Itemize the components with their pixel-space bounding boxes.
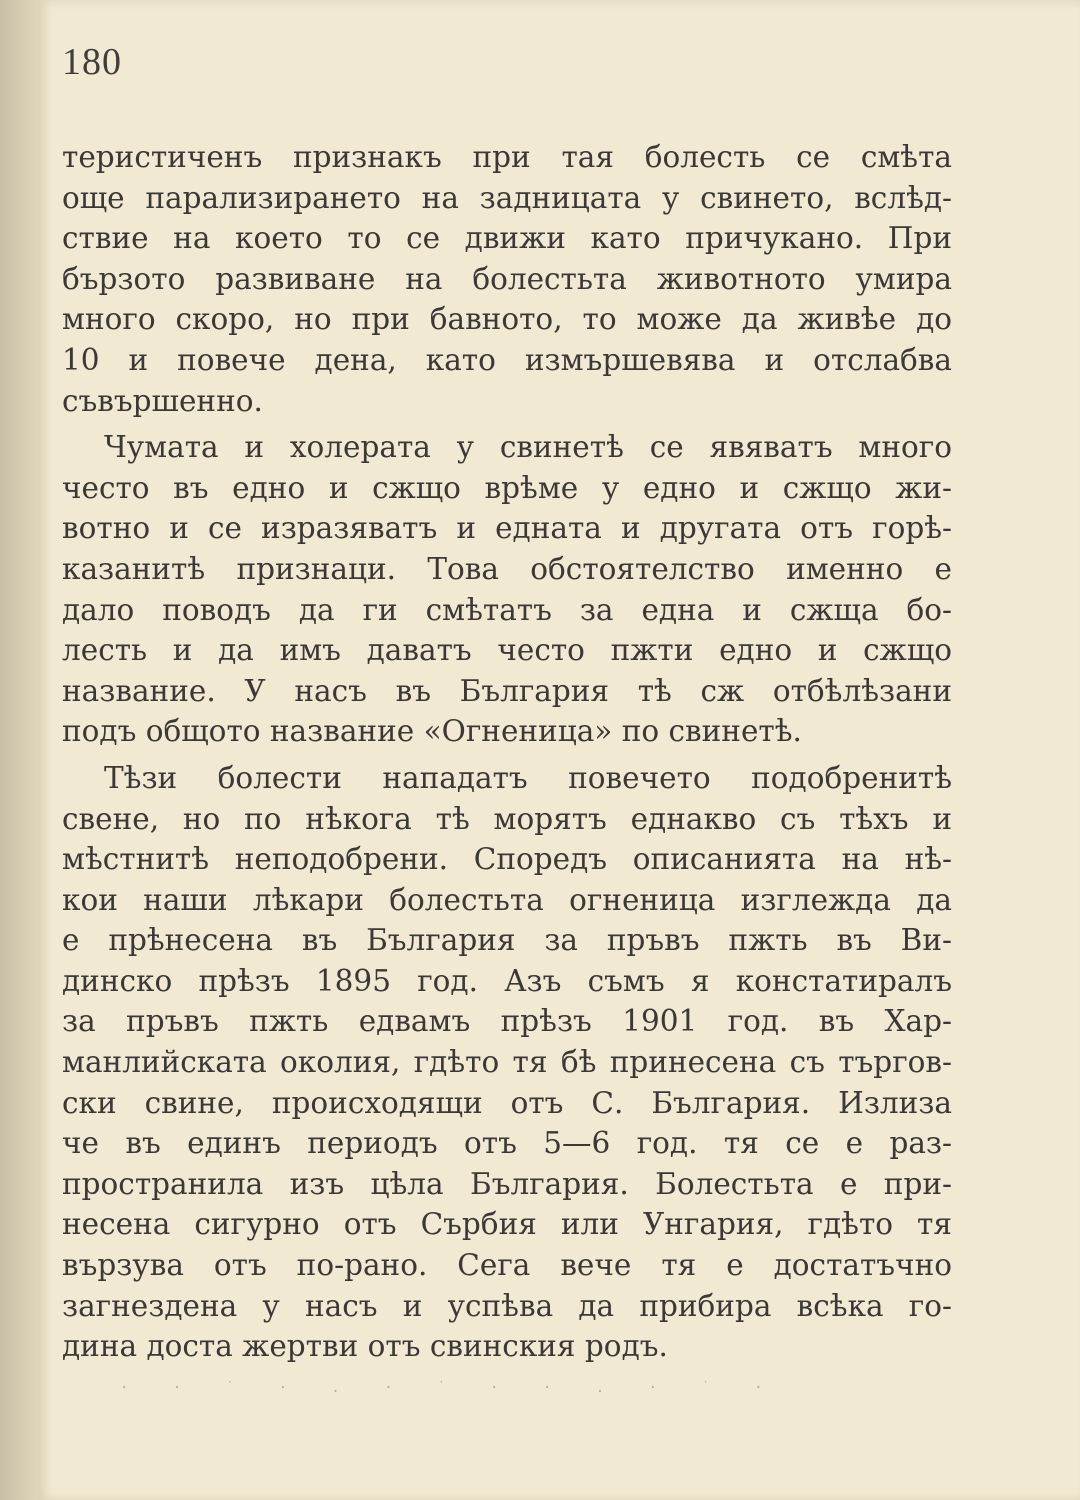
text-line: мѣстнитѣ неподобрени. Споредъ описанията на нѣ- xyxy=(62,842,952,877)
paragraph-1 xyxy=(62,137,952,421)
text-line: Тѣзи болести нападатъ повечето подобренитѣ xyxy=(104,760,952,795)
text-line: кои наши лѣкари болестьта огненица изглежда да xyxy=(62,882,952,917)
text-line: съвършенно. xyxy=(62,383,263,418)
text-line: вързува отъ по-рано. Сега вече тя е достатъчно xyxy=(62,1248,952,1283)
text-line: е прѣнесена въ България за пръвъ пжть въ Ви- xyxy=(62,923,952,958)
text-line: вотно и се изразяватъ и едната и другата отъ горѣ- xyxy=(62,511,952,546)
text-line: още парализирането на задницата у свинето, вслѣд- xyxy=(62,180,952,215)
text-line: подъ общото название «Огненица» по свинетѣ. xyxy=(62,714,802,749)
page-number: 180 xyxy=(62,41,122,83)
text-line: бързото развиване на болестьта животното умира xyxy=(62,261,952,296)
text-line: лесть и да имъ даватъ често пжти едно и сжщо xyxy=(62,633,952,668)
text-line: несена сигурно отъ Сърбия или Унгария, гдѣто тя xyxy=(62,1207,952,1242)
paragraph-3 xyxy=(62,758,952,1367)
book-gutter xyxy=(0,0,40,1500)
text-line: че въ единъ периодъ отъ 5—6 год. тя се е раз- xyxy=(62,1126,952,1161)
text-line: свене, но по нѣкога тѣ морятъ еднакво съ тѣхъ и xyxy=(62,801,952,836)
text-line: ски свине, происходящи отъ С. България. Излиза xyxy=(62,1085,952,1120)
text-line: манлийската околия, гдѣто тя бѣ принесена съ търгов- xyxy=(62,1045,952,1080)
text-line: пространила изъ цѣла България. Болестьта е при- xyxy=(62,1166,952,1201)
body-text xyxy=(62,137,952,1373)
text-line: название. У насъ въ България тѣ сж отбѣлѣзани xyxy=(62,673,952,708)
text-line: 10 и повече дена, като измършевява и отслабва xyxy=(62,342,952,377)
text-line: дина доста жертви отъ свинския родъ. xyxy=(62,1329,668,1364)
text-line: загнездена у насъ и успѣва да прибира всѣка го- xyxy=(62,1288,952,1323)
text-line: динско прѣзъ 1895 год. Азъ съмъ я констатиралъ xyxy=(62,963,952,998)
text-line: казанитѣ признаци. Това обстоятелство именно е xyxy=(62,551,952,586)
text-line: теристиченъ признакъ при тая болесть се смѣта xyxy=(62,140,952,174)
print-specks: · · ˙ · . · ˙ · · . · ˙ · xyxy=(120,1380,781,1396)
text-line: дало поводъ да ги смѣтатъ за една и сжща бо- xyxy=(62,592,952,627)
text-line: много скоро, но при бавното, то може да живѣе до xyxy=(62,302,952,337)
text-line: за пръвъ пжть едвамъ прѣзъ 1901 год. въ Хар- xyxy=(62,1004,952,1039)
text-line: ствие на което то се движи като причукано. При xyxy=(62,221,952,256)
text-line: често въ едно и сжщо врѣме у едно и сжщо жи- xyxy=(62,470,952,505)
paragraph-2 xyxy=(62,427,952,752)
text-line: Чумата и холерата у свинетѣ се явяватъ много xyxy=(104,430,952,465)
